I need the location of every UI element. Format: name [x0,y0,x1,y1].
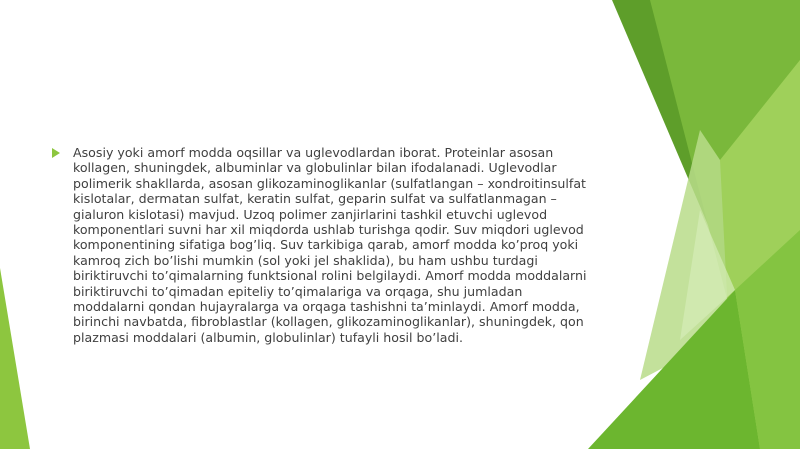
text-content [52,145,597,345]
bullet-item [52,145,597,345]
triangle-bullet-icon [52,148,60,158]
body-paragraph: Asosiy yoki amorf modda oqsillar va uglevodlardan iborat. Proteinlar asosan kollagen, shuningdek, albuminlar va globulinlar bilan ifodalanadi. Uglevodlar polimerik shakllarda, asosan glikozaminoglikanlar (sulfatlangan – xondroitinsulfat kislotalar, dermatan sulfat, keratin sulfat, geparin sulfat va sulfatlanmagan – gialuron kislotasi) mavjud. Uzoq polimer zanjirlarini tashkil etuvchi uglevod komponentlari suvni har xil miqdorda ushlab turishga qodir. Suv miqdori uglevod komponentining sifatiga bog’liq. Suv tarkibiga qarab, amorf modda ko’proq yoki kamroq zich bo’lishi mumkin (sol yoki jel shaklida), bu ham ushbu turdagi biriktiruvchi to’qimalarning funktsional rolini belgilaydi. Amorf modda moddalarni biriktiruvchi to’qimadan epiteliy to’qimalariga va orqaga, shu jumladan moddalarni qondan hujayralarga va orqaga tashishni ta’minlaydi. Amorf modda, birinchi navbatda, fibroblastlar (kollagen, glikozaminoglikanlar), shuningdek, qon plazmasi moddalari (albumin, globulinlar) tufayli hosil bo’ladi. [73,145,587,345]
left-green-sliver [0,268,30,449]
